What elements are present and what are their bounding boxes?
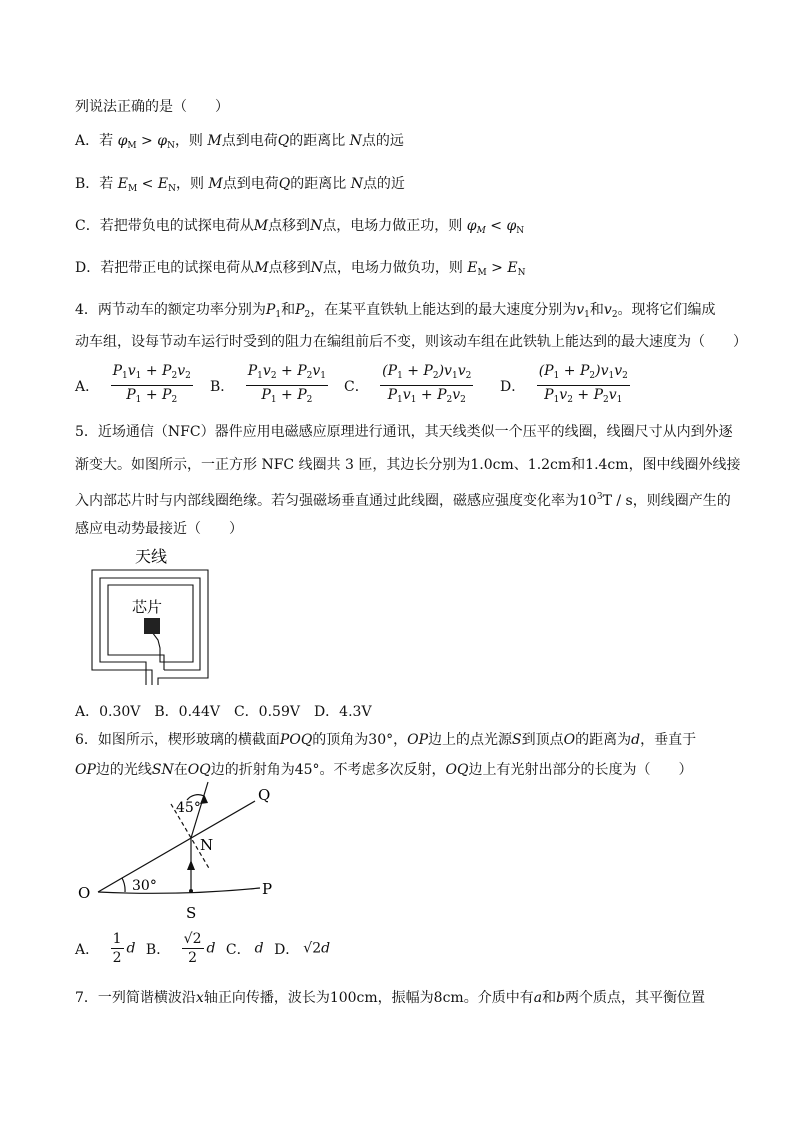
chip-label: 芯片 [132,598,163,616]
label-o: O [78,884,91,902]
label-s: S [186,904,197,922]
q5-options: A．0.30V B．0.44V C．0.59V D．4.3V [75,704,372,720]
q4-line1: 4．两节动车的额定功率分别为$P_1$和$P_2$，在某平直铁轨上能达到的最大速度分别为$v_1$和$v_2$。现将它们编成 [75,302,716,320]
q5-line3: 入内部芯片时与内部线圈绝缘。若匀强磁场垂直通过此线圈，磁感应强度变化率为$10^3T$ / s，则线圈产生的 [75,492,731,509]
q6-line1: 6．如图所示，楔形玻璃的横截面POQ的顶角为30°，OP边上的点光源S到顶点O的距离为d，垂直于 [75,732,697,748]
q5-line2: 渐变大。如图所示，一正方形 NFC 线圈共 3 匝，其边长分别为1.0cm、1.2cm和1.4cm，图中线圈外线接 [75,457,741,473]
chip-block [144,618,160,634]
label-30: 30° [132,878,157,894]
label-q: Q [258,786,271,804]
label-n: N [200,836,214,854]
q4-option-b: B． $\frac{P_1v_2 + P_2v_1}{P_1 + P_2}$ [210,363,327,405]
q4-option-d: D． $\frac{(P_1 + P_2)v_1v_2}{P_1v_2 + P_2v_1}$ [500,363,628,405]
q3-option-a: A．若 $\varphi_M > \varphi_N$，则 M点到电荷Q的距离比 N点的远 [75,133,404,151]
q3-option-d: D．若把带正电的试探电荷从M点移到N点，电场力做负功，则 $E_M > E_N$ [75,260,526,278]
q3-stem-tail: 列说法正确的是（ ） [75,99,229,115]
angle-arc-30 [122,878,125,892]
label-p: P [262,880,273,898]
q5-line1: 5．近场通信（NFC）器件应用电磁感应原理进行通讯，其天线类似一个压平的线圈，线圈尺寸从内到外逐 [75,424,733,440]
nfc-coil-figure [80,540,220,690]
q4-option-c: C． $\frac{(P_1 + P_2)v_1v_2}{P_1v_1 + P_2v_2}$ [344,363,472,405]
q3-option-b: B．若 $E_M < E_N$，则 M点到电荷Q的距离比 N点的近 [75,176,405,194]
q6-options: A． $\frac{1}{2}$ d B． $\frac{√2}{2}$ d C． d D． √2d [75,931,331,966]
q4-option-a: A． $\frac{P_1v_1 + P_2v_2}{P_1 + P_2}$ [75,363,191,405]
q3-option-c: C．若把带负电的试探电荷从M点移到N点，电场力做正功，则 $\varphi_M < \varphi_N$ [75,218,525,236]
q4-line2: 动车组，设每节动车运行时受到的阻力在编组前后不变，则该动车组在此铁轨上能达到的最大速度为（ ） [75,334,747,350]
label-45: 45° [176,800,201,816]
edge-op [98,888,260,893]
wedge-figure [70,780,300,925]
antenna-label: 天线 [135,547,168,566]
arrow-up-icon [187,860,195,870]
source-point [189,889,193,893]
q5-line4: 感应电动势最接近（ ） [75,521,243,537]
q7-line1: 7．一列简谐横波沿x轴正向传播，波长为100cm，振幅为8cm。介质中有a和b两个质点，其平衡位置 [75,990,706,1006]
q6-line2: OP边的光线SN在OQ边的折射角为45°。不考虑多次反射，OQ边上有光射出部分的长度为（ ） [75,762,693,778]
